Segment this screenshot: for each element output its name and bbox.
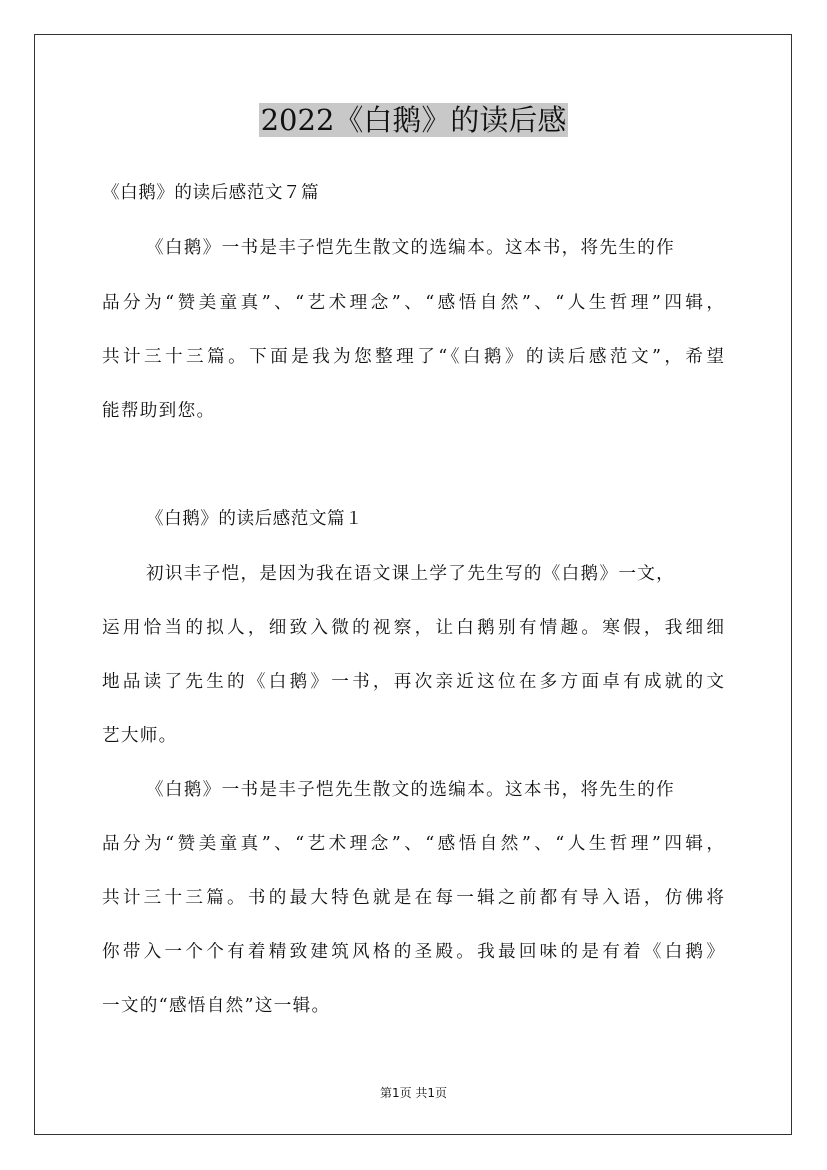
para2-line-2: 品分为“赞美童真”、“艺术理念”、“感悟自然”、“人生哲理”四辑，	[102, 834, 724, 854]
intro-line-3: 共计三十三篇。下面是我为您整理了“《白鹅》的读后感范文”，希望	[102, 347, 724, 367]
para1-line-1: 初识丰子恺，是因为我在语文课上学了先生写的《白鹅》一文，	[146, 564, 676, 584]
para2-line-1: 《白鹅》一书是丰子恺先生散文的选编本。这本书，将先生的作	[146, 780, 676, 800]
document-subtitle: 《白鹅》的读后感范文７篇	[102, 183, 320, 203]
para2-line-3: 共计三十三篇。书的最大特色就是在每一辑之前都有导入语，仿佛将	[102, 888, 724, 908]
para1-line-4: 艺大师。	[102, 726, 178, 746]
para1-line-3: 地品读了先生的《白鹅》一书，再次亲近这位在多方面卓有成就的文	[102, 672, 724, 692]
intro-line-1: 《白鹅》一书是丰子恺先生散文的选编本。这本书，将先生的作	[146, 238, 676, 258]
intro-line-4: 能帮助到您。	[102, 401, 216, 421]
intro-line-2: 品分为“赞美童真”、“艺术理念”、“感悟自然”、“人生哲理”四辑，	[102, 293, 724, 313]
para1-line-2: 运用恰当的拟人，细致入微的视察，让白鹅别有情趣。寒假，我细细	[102, 618, 724, 638]
section-heading: 《白鹅》的读后感范文篇１	[146, 509, 364, 529]
para2-line-5: 一文的“感悟自然”这一辑。	[102, 996, 331, 1016]
document-title	[0, 100, 827, 140]
para2-line-4: 你带入一个个有着精致建筑风格的圣殿。我最回味的是有着《白鹅》	[102, 942, 724, 962]
document-title-text: 2022《白鹅》的读后感	[260, 103, 567, 137]
page-footer: 第1页 共1页	[379, 1086, 448, 1100]
